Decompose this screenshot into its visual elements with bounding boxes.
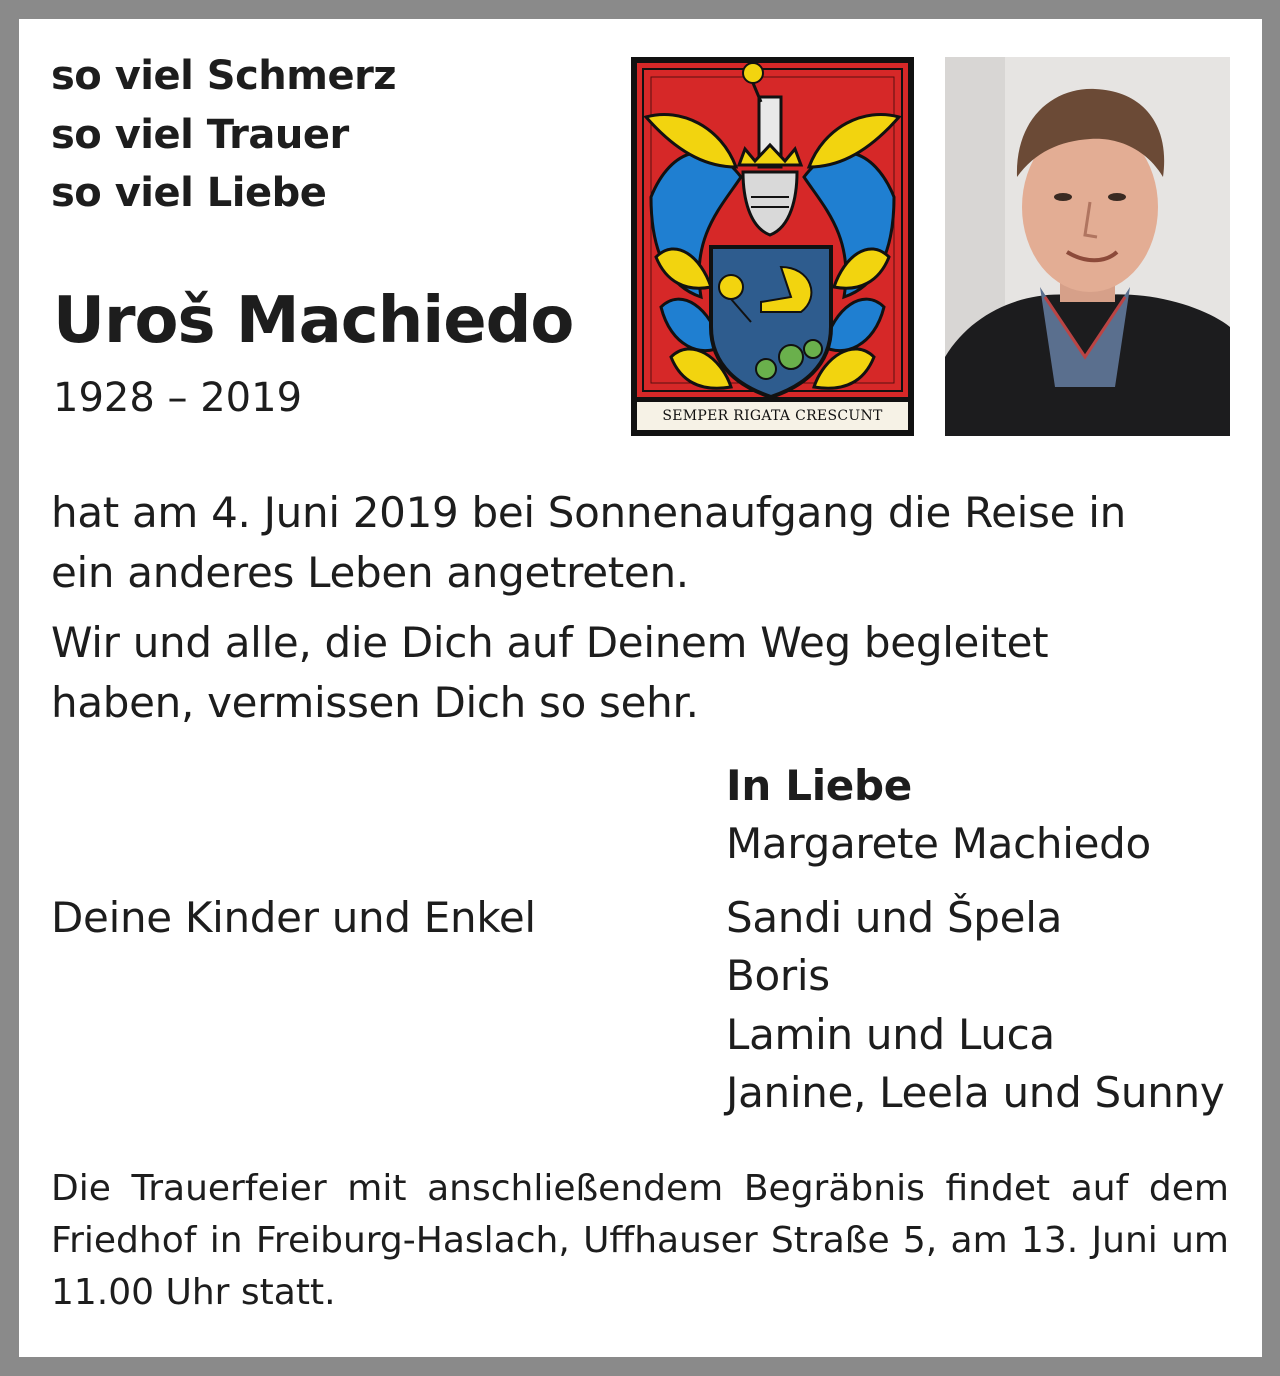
portrait-photo-icon bbox=[945, 57, 1230, 436]
crest-motto: SEMPER RIGATA CRESCUNT bbox=[662, 408, 883, 424]
signature-spouse: Margarete Machiedo bbox=[726, 819, 1151, 868]
signature-name-4: Janine, Leela und Sunny bbox=[726, 1068, 1225, 1117]
signature-name-1: Sandi und Špela bbox=[726, 893, 1063, 942]
message-paragraph-1-line-2: ein anderes Leben angetreten. bbox=[51, 548, 689, 597]
coat-of-arms-icon bbox=[631, 57, 914, 436]
signature-name-3: Lamin und Luca bbox=[726, 1010, 1055, 1059]
obituary-notice bbox=[19, 19, 1262, 1357]
motto-line-1: so viel Schmerz bbox=[51, 53, 397, 99]
life-years: 1928 – 2019 bbox=[53, 375, 303, 421]
message-paragraph-2-line-1: Wir und alle, die Dich auf Deinem Weg begleitet bbox=[51, 618, 1049, 667]
message-paragraph-1-line-1: hat am 4. Juni 2019 bei Sonnenaufgang die Reise in bbox=[51, 488, 1126, 537]
motto-line-3: so viel Liebe bbox=[51, 170, 327, 216]
deceased-name: Uroš Machiedo bbox=[53, 284, 574, 358]
message-paragraph-2-line-2: haben, vermissen Dich so sehr. bbox=[51, 678, 699, 727]
funeral-details: Die Trauerfeier mit anschließendem Begräbnis findet auf dem Friedhof in Freiburg-Haslach, Uffhauser Straße 5, am 13. Juni um 11.00 Uhr statt. bbox=[51, 1168, 1229, 1313]
signature-heading: In Liebe bbox=[726, 761, 912, 810]
children-label: Deine Kinder und Enkel bbox=[51, 893, 536, 942]
motto-line-2: so viel Trauer bbox=[51, 112, 349, 158]
signature-name-2: Boris bbox=[726, 951, 830, 1000]
